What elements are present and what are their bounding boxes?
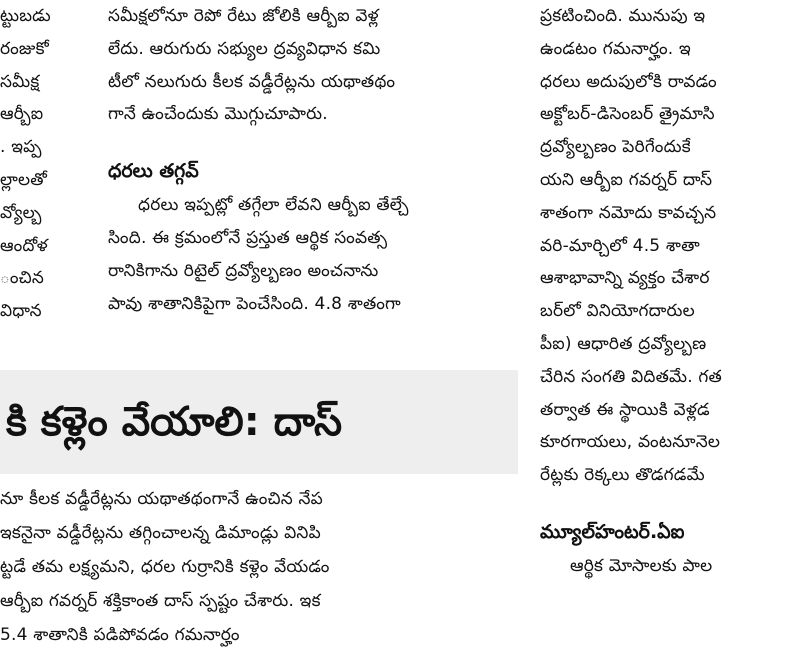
text-line: ద్రవ్యోల్బణం పెరిగేందుకే [540, 137, 691, 158]
text-line: ఆందోళ [0, 235, 48, 256]
text-line: శాతంగా నమోదు కావచ్చన [540, 202, 717, 223]
text-line: రంజుకో [0, 38, 49, 59]
text-line: వ్యోల్బ [0, 202, 42, 223]
text-line: ఆర్బీఐ గవర్నర్ శక్తికాంత దాస్ స్పష్టం చేశారు. ఇక [0, 591, 321, 611]
text-line: ధరలు అదుపులోకి రావడం [540, 71, 717, 92]
text-line: గానే ఉంచేందుకు మొగ్గుచూపారు. [108, 104, 328, 125]
article-headline: కి కళ్లెం వేయాలి: దాస్ [6, 399, 343, 445]
text-line: వరి-మార్చిలో 4.5 శాతా [540, 235, 700, 256]
text-line: అక్టోబర్-డిసెంబర్ త్రైమాసి [540, 104, 715, 125]
text-line: సింది. ఈ క్రమంలోనే ప్రస్తుత ఆర్థిక సంవత్స [108, 227, 388, 248]
text-line: సమీక్ష [0, 71, 40, 92]
headline-banner [0, 370, 518, 474]
text-line: ట్టడే తమ లక్ష్యమని, ధరల గుర్రానికి కళ్లెం వేయడం [0, 557, 330, 577]
left-column-text [0, 0, 82, 370]
text-line: పీఐ) ఆధారిత ద్రవ్యోల్బణ [540, 333, 707, 354]
right-column-text [540, 0, 800, 655]
middle-column-text [108, 0, 518, 370]
text-line: నూ కీలక వడ్డీరేట్లను యథాతథంగానే ఉంచిన నేప [0, 489, 323, 509]
text-line: . ఇప్ప [0, 137, 42, 158]
text-line: యని ఆర్బీఐ గవర్నర్ దాస్ [540, 169, 713, 190]
section-subheading: ధరలు తగ్గవ్ [108, 160, 199, 183]
text-line: ఆశాభావాన్ని వ్యక్తం చేశార [540, 268, 710, 289]
text-line: ంచిన [0, 268, 45, 289]
text-line: ఆర్థిక మోసాలకు పాల [570, 555, 713, 576]
text-line: లేదు. ఆరుగురు సభ్యుల ద్రవ్యవిధాన కమి [108, 38, 381, 59]
text-line: 5.4 శాతానికి పడిపోవడం గమనార్హం [0, 625, 240, 645]
text-line: బర్‌లో వినియోగదారుల [540, 301, 695, 322]
text-line: చేరిన సంగతి విదితమే. గత [540, 366, 722, 387]
text-line: తర్వాత ఈ స్థాయికి వెళ్లడ [540, 399, 710, 420]
text-line: ట్టుబడు [0, 6, 51, 26]
section-subheading: మ్యూల్‌హంటర్.ఏఐ [540, 520, 685, 543]
text-line: రానికిగాను రిటైల్ ద్రవ్యోల్బణం అంచనాను [108, 260, 379, 281]
article-lead-text [0, 482, 518, 655]
text-line: పావు శాతానికిపైగా పెంచేసింది. 4.8 శాతంగా [108, 293, 401, 314]
text-line: ధరలు ఇప్పట్లో తగ్గేలా లేవని ఆర్బీఐ తేల్చే [138, 195, 409, 216]
text-line: కూరగాయలు, వంటనూనెల [540, 432, 721, 453]
text-line: సమీక్షలోనూ రెపో రేటు జోలికి ఆర్బీఐ వెళ్ల [108, 6, 379, 26]
text-line: ల్లాలతో [0, 169, 48, 190]
text-line: విధాన [0, 301, 42, 322]
text-line: ఉండటం గమనార్హం. ఇ [540, 38, 691, 59]
text-line: ఇకనైనా వడ్డీరేట్లను తగ్గించాలన్న డిమాండ్లు వినిపి [0, 523, 321, 543]
text-line: రేట్లకు రెక్కలు తొడగడమే [540, 465, 705, 486]
text-line: ఆర్బీఐ [0, 104, 44, 125]
text-line: ప్రకటించింది. మునుపు ఇ [540, 6, 706, 26]
text-line: టీలో నలుగురు కీలక వడ్డీరేట్లను యథాతథం [108, 71, 396, 92]
